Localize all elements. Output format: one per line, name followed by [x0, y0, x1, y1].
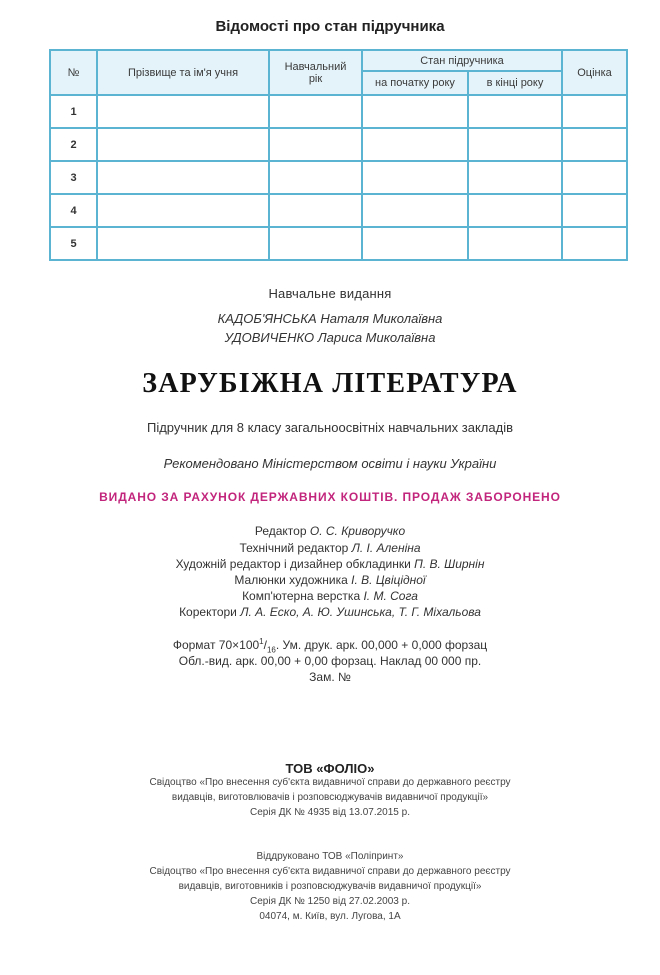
- header-state-start: на початку року: [362, 71, 468, 95]
- author-1: КАДОБ'ЯНСЬКА Наталя Миколаївна: [217, 311, 443, 326]
- cell-state-end: [468, 161, 562, 194]
- cell-grade: [562, 128, 627, 161]
- publisher-line: Серія ДК № 4935 від 13.07.2015 р.: [250, 807, 410, 818]
- cell-grade: [562, 95, 627, 128]
- table-row: [50, 227, 627, 260]
- credit-role: Малюнки художника: [234, 573, 348, 587]
- table-row: [50, 194, 627, 227]
- format-prefix: Формат 70×100: [172, 638, 260, 652]
- cell-student-name: [97, 161, 269, 194]
- header-school-year-line2: рік: [308, 72, 323, 85]
- format-line-2: Обл.-вид. арк. 00,00 + 0,00 форзац. Наклад 00 000 пр.: [178, 654, 482, 668]
- credit-line: [0, 557, 660, 571]
- header-grade: Оцінка: [562, 50, 627, 95]
- printer-line: Свідоцтво «Про внесення суб'єкта видавничої справи до державного реєстру: [149, 866, 511, 877]
- credit-line: [0, 524, 660, 538]
- credit-name: І. В. Цвіцідної: [351, 573, 426, 587]
- credit-line: [0, 605, 660, 619]
- credit-name: Л. І. Аленіна: [351, 541, 421, 555]
- printer-line: 04074, м. Київ, вул. Лугова, 1А: [259, 911, 401, 922]
- credit-role: Редактор: [254, 524, 307, 538]
- cell-student-name: [97, 227, 269, 260]
- publisher-line: видавців, виготовлювачів і розповсюджувачів видавничої продукції»: [171, 792, 489, 803]
- publisher-name: ТОВ «ФОЛІО»: [285, 761, 375, 776]
- format-sub: 16: [266, 645, 276, 655]
- printer-line: Віддруковано ТОВ «Поліпринт»: [256, 851, 404, 862]
- credit-name: Л. А. Еско, А. Ю. Ушинська, Т. Г. Міхальова: [240, 605, 481, 619]
- cell-state-end: [468, 194, 562, 227]
- row-number: 3: [50, 161, 97, 194]
- cell-state-end: [468, 227, 562, 260]
- credit-line: [0, 541, 660, 555]
- textbook-state-table: [49, 49, 628, 261]
- cell-state-start: [362, 161, 468, 194]
- table-row: [50, 128, 627, 161]
- credit-name: П. В. Ширнін: [414, 557, 485, 571]
- state-funding-notice: ВИДАНО ЗА РАХУНОК ДЕРЖАВНИХ КОШТІВ. ПРОДАЖ ЗАБОРОНЕНО: [99, 490, 561, 504]
- publisher-line: Свідоцтво «Про внесення суб'єкта видавничої справи до державного реєстру: [149, 777, 511, 788]
- credit-role: Технічний редактор: [239, 541, 349, 555]
- cell-school-year: [269, 95, 362, 128]
- header-school-year: [269, 50, 362, 95]
- cell-state-start: [362, 95, 468, 128]
- row-number: 2: [50, 128, 97, 161]
- cell-state-end: [468, 128, 562, 161]
- credit-role: Художній редактор і дизайнер обкладинки: [175, 557, 411, 571]
- credit-name: О. С. Криворучко: [309, 524, 406, 538]
- row-number: 4: [50, 194, 97, 227]
- header-school-year-line1: Навчальний: [284, 60, 347, 73]
- printer-line: Серія ДК № 1250 від 27.02.2003 р.: [250, 896, 410, 907]
- credit-role: Коректори: [179, 605, 237, 619]
- cell-school-year: [269, 128, 362, 161]
- printer-line: видавців, виготовників і розповсюджувачів видавничої продукції»: [178, 881, 482, 892]
- cell-student-name: [97, 194, 269, 227]
- credit-line: [0, 589, 660, 603]
- table-row: [50, 95, 627, 128]
- header-student-name: Прізвище та ім'я учня: [97, 50, 269, 95]
- cell-school-year: [269, 227, 362, 260]
- format-sup: 1: [259, 637, 264, 646]
- credit-role: Комп'ютерна верстка: [242, 589, 361, 603]
- cell-school-year: [269, 194, 362, 227]
- credit-line: [0, 573, 660, 587]
- cell-grade: [562, 194, 627, 227]
- cell-state-start: [362, 227, 468, 260]
- format-suffix: . Ум. друк. арк. 00,000 + 0,000 форзац: [275, 638, 488, 652]
- recommendation-note: Рекомендовано Міністерством освіти і науки України: [163, 456, 497, 471]
- cell-grade: [562, 227, 627, 260]
- header-textbook-state: Стан підручника: [362, 50, 562, 71]
- cell-school-year: [269, 161, 362, 194]
- edition-type: Навчальне видання: [268, 286, 392, 301]
- row-number: 1: [50, 95, 97, 128]
- cell-state-start: [362, 128, 468, 161]
- table-row: [50, 161, 627, 194]
- cell-grade: [562, 161, 627, 194]
- book-title: ЗАРУБІЖНА ЛІТЕРАТУРА: [142, 368, 518, 399]
- row-number: 5: [50, 227, 97, 260]
- cell-student-name: [97, 128, 269, 161]
- author-2: УДОВИЧЕНКО Лариса Миколаївна: [224, 330, 436, 345]
- header-number: №: [50, 50, 97, 95]
- format-line-1: Формат $70\times 100^1/_{16}$. Ум. друк. арк. 00,000 + 0,000 форзац: [172, 637, 488, 655]
- credit-name: І. М. Сога: [363, 589, 418, 603]
- table-title: Відомості про стан підручника: [215, 18, 445, 35]
- format-line-3: Зам. №: [309, 670, 351, 684]
- cell-student-name: [97, 95, 269, 128]
- cell-state-start: [362, 194, 468, 227]
- cell-state-end: [468, 95, 562, 128]
- book-subtitle: Підручник для 8 класу загальноосвітніх навчальних закладів: [146, 420, 513, 435]
- header-state-end: в кінці року: [468, 71, 562, 95]
